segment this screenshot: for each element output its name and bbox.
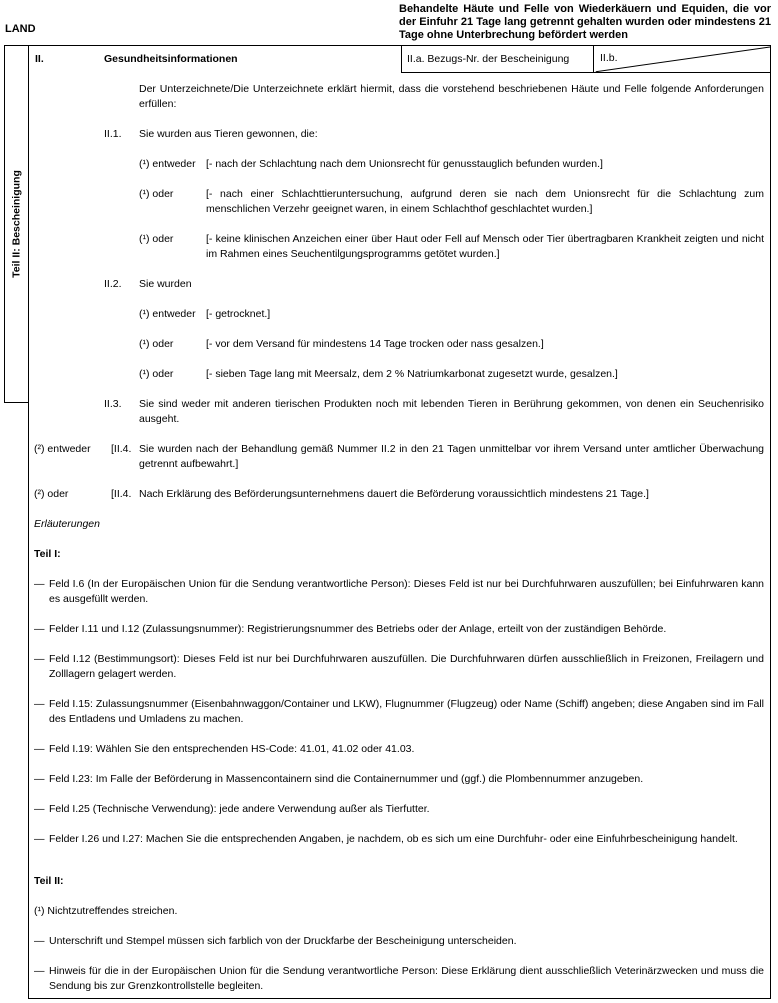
option-label: (¹) oder: [139, 188, 174, 200]
note-text: Felder I.11 und I.12 (Zulassungsnummer): Registrierungsnummer des Betriebs oder der Anlage, erteilt von der zuständigen Behörde.: [49, 623, 667, 635]
dash-bullet: —: [34, 623, 45, 635]
declaration-intro: Der Unterzeichnete/Die Unterzeichnete erklärt hiermit, dass die vorstehend beschriebenen Häute und Felle folgende Anforderungen erfüllen:: [139, 83, 764, 110]
option-label: (¹) entweder: [139, 158, 196, 170]
header-reference-number-cell: II.a. Bezugs-Nr. der Bescheinigung: [401, 46, 593, 73]
option-text: [- vor dem Versand für mindestens 14 Tage trocken oder nass gesalzen.]: [206, 338, 544, 350]
dash-bullet: —: [34, 935, 45, 947]
diagonal-strikeout-line: [594, 46, 770, 72]
option-row: [29, 232, 770, 262]
header-iib-cell: [593, 46, 770, 73]
option-label: (¹) entweder: [139, 308, 196, 320]
table-header-row: [29, 46, 770, 73]
note-item: [29, 577, 770, 607]
clause-ii4-row: [29, 442, 770, 472]
footnote-1: (¹) Nichtzutreffendes streichen.: [34, 905, 178, 917]
dash-bullet: —: [34, 578, 45, 590]
option-row: [29, 157, 770, 172]
header-iib-label: II.b.: [600, 52, 618, 64]
option-row: [29, 187, 770, 217]
note-item: [29, 772, 770, 787]
dash-bullet: —: [34, 743, 45, 755]
clause-text: Sie wurden nach der Behandlung gemäß Nummer II.2 in den 21 Tagen unmittelbar vor ihrem Versand unter amtlicher Überwachung getrennt aufbewahrt.]: [139, 443, 764, 470]
option-text: [- sieben Tage lang mit Meersalz, dem 2 % Natriumkarbonat zugesetzt wurde, gesalzen.]: [206, 368, 618, 380]
note-text: Unterschrift und Stempel müssen sich farblich von der Druckfarbe der Bescheinigung unterscheiden.: [49, 935, 517, 947]
clause-text: Sie wurden aus Tieren gewonnen, die:: [139, 128, 318, 140]
option-row: [29, 337, 770, 352]
clause-text: Sie wurden: [139, 278, 192, 290]
clause-text: Sie sind weder mit anderen tierischen Produkten noch mit lebenden Tieren in Berührung gekommen, von denen ein Seuchenrisiko ausgeht.: [139, 398, 764, 425]
certificate-table: [28, 45, 771, 999]
clause-number: [II.4.: [111, 488, 132, 500]
clause-ii4-row: [29, 487, 770, 502]
dash-bullet: —: [34, 965, 45, 977]
dash-bullet: —: [34, 698, 45, 710]
note-text: Feld I.6 (In der Europäischen Union für die Sendung verantwortliche Person): Dieses Feld ist nur bei Durchfuhrwaren auszufüllen; bei Einfuhrwaren kann es ausgefüllt werden.: [49, 578, 764, 605]
note-text: Feld I.25 (Technische Verwendung): jede andere Verwendung außer als Tierfutter.: [49, 803, 430, 815]
note-item: [29, 802, 770, 817]
note-text: Feld I.12 (Bestimmungsort): Dieses Feld ist nur bei Durchfuhrwaren auszufüllen. Die Durchfuhrwaren dürfen ausschließlich in Freizonen, Freilagern und Zolllagern gelagert werden.: [49, 653, 764, 680]
note-item: [29, 697, 770, 727]
option-label: (¹) oder: [139, 338, 174, 350]
option-label: (¹) oder: [139, 233, 174, 245]
part2-heading: Teil II:: [34, 875, 64, 887]
option-text: [- nach einer Schlachttieruntersuchung, aufgrund deren sie nach dem Unionsrecht für die Schlachtung zum menschlichen Verzehr geeignet waren, in einem Schlachthof geschlachtet wurden.]: [206, 188, 764, 215]
note-text: Feld I.15: Zulassungsnummer (Eisenbahnwaggon/Container und LKW), Flugnummer (Flugzeug) oder Name (Schiff) angeben; diese Angaben sind im Fall des Entladens und Umladens zu machen.: [49, 698, 764, 725]
dash-bullet: —: [34, 773, 45, 785]
note-item: [29, 742, 770, 757]
part2-side-label-box: [4, 45, 29, 403]
option-label: (²) oder: [34, 488, 69, 500]
country-label: LAND: [5, 23, 36, 35]
option-text: [- keine klinischen Anzeichen einer über Haut oder Fell auf Mensch oder Tier übertragbaren Krankheit zeigten und nicht im Rahmen eines Seuchentilgungsprogramms getötet wurden.]: [206, 233, 764, 260]
option-text: [- getrocknet.]: [206, 308, 271, 320]
note-text: Felder I.26 und I.27: Machen Sie die entsprechenden Angaben, je nachdem, ob es sich um eine Durchfuhr- oder eine Einfuhrbescheinigung handelt.: [49, 833, 738, 845]
dash-bullet: —: [34, 803, 45, 815]
note-text: Feld I.19: Wählen Sie den entsprechenden HS-Code: 41.01, 41.02 oder 41.03.: [49, 743, 415, 755]
clause-ii1: [29, 127, 770, 142]
option-text: [- nach der Schlachtung nach dem Unionsrecht für genusstauglich befunden wurden.]: [206, 158, 603, 170]
note-item: [29, 934, 770, 949]
note-text: Feld I.23: Im Falle der Beförderung in Massencontainern sind die Containernummer und (ggf.) die Plombennummer anzugeben.: [49, 773, 644, 785]
option-label: (¹) oder: [139, 368, 174, 380]
note-item: [29, 964, 770, 994]
document-title: Behandelte Häute und Felle von Wiederkäuern und Equiden, die vor der Einfuhr 21 Tage lang getrennt gehalten wurden oder mindestens 21 Tage ohne Unterbrechung befördert werden: [399, 3, 771, 41]
clause-number: [II.4.: [111, 443, 132, 455]
note-text: Hinweis für die in der Europäischen Union für die Sendung verantwortliche Person: Diese Erklärung dient ausschließlich Veterinärzwecken und muss die Sendung bis zur Grenzkontrollstelle begleiten.: [49, 965, 764, 992]
part1-heading: Teil I:: [34, 548, 61, 560]
option-row: [29, 307, 770, 322]
header-section-title: Gesundheitsinformationen: [104, 53, 238, 65]
part2-side-label: Teil II: Bescheinigung: [10, 170, 22, 278]
clause-ii3: [29, 397, 770, 427]
clause-number: II.1.: [104, 128, 122, 140]
note-item: [29, 622, 770, 637]
option-label: (²) entweder: [34, 443, 91, 455]
note-item: [29, 832, 770, 847]
notes-heading: Erläuterungen: [34, 518, 100, 530]
clause-number: II.3.: [104, 398, 122, 410]
header-section-number: II.: [35, 53, 44, 65]
option-row: [29, 367, 770, 382]
note-item: [29, 652, 770, 682]
clause-ii2: [29, 277, 770, 292]
dash-bullet: —: [34, 833, 45, 845]
clause-text: Nach Erklärung des Beförderungsunternehmens dauert die Beförderung voraussichtlich mindestens 21 Tage.]: [139, 488, 649, 500]
dash-bullet: —: [34, 653, 45, 665]
clause-number: II.2.: [104, 278, 122, 290]
